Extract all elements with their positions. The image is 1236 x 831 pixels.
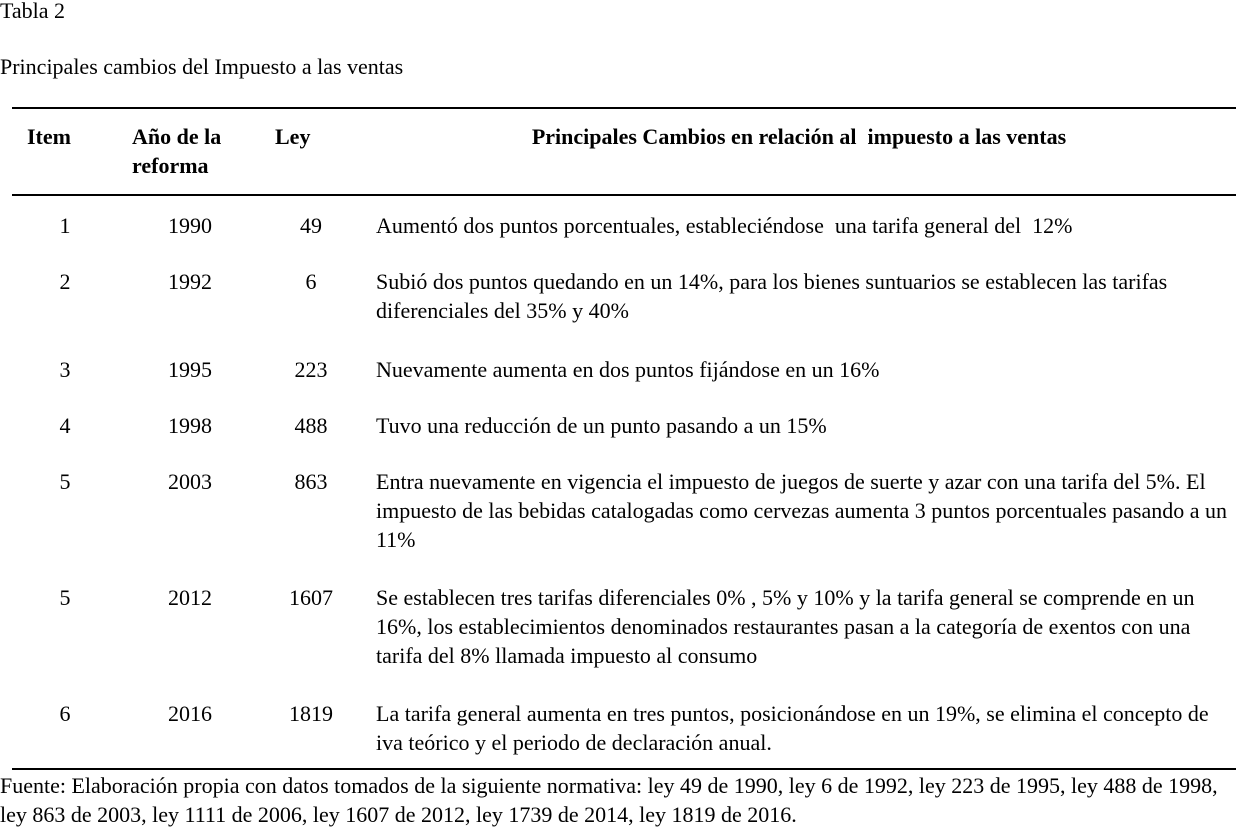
cell-year: 1995 [168, 357, 212, 382]
cell-ley: 223 [294, 357, 328, 382]
cell-year: 2012 [168, 585, 212, 610]
cell-year: 1998 [168, 413, 212, 438]
cell-description: Se establecen tres tarifas diferenciales 0% , 5% y 10% y la tarifa general se comprende en un 16%, los establecimientos denominados restaurantes pasan a la categoría de exentos con una tarifa del 8% llamada impuesto al consumo [376, 585, 1195, 668]
cell-description: Subió dos puntos quedando en un 14%, para los bienes suntuarios se establecen las tarifas diferenciales del 35% y 40% [376, 269, 1168, 323]
cell-ley: 49 [300, 213, 322, 238]
cell-item: 6 [59, 701, 71, 726]
cell-ley: 6 [305, 269, 317, 294]
header-ley: Ley [275, 124, 311, 149]
table-top-rule [12, 107, 1236, 109]
cell-year: 1992 [168, 269, 212, 294]
table-label: Tabla 2 [0, 0, 66, 23]
cell-item: 5 [59, 469, 71, 494]
header-changes: Principales Cambios en relación al impuesto a las ventas [531, 124, 1067, 149]
cell-ley: 863 [294, 469, 328, 494]
cell-item: 1 [59, 213, 71, 238]
table-bottom-rule [12, 768, 1236, 770]
cell-description: La tarifa general aumenta en tres puntos, posicionándose en un 19%, se elimina el concepto de iva teórico y el periodo de declaración anual. [376, 701, 1209, 755]
cell-ley: 488 [294, 413, 328, 438]
cell-description: Nuevamente aumenta en dos puntos fijándose en un 16% [376, 357, 880, 382]
header-year: Año de la reforma [132, 124, 222, 178]
cell-item: 3 [59, 357, 71, 382]
cell-ley: 1819 [289, 701, 333, 726]
cell-description: Aumentó dos puntos porcentuales, estableciéndose una tarifa general del 12% [376, 213, 1073, 238]
cell-year: 2003 [168, 469, 212, 494]
table-header-rule [12, 194, 1236, 196]
cell-description: Entra nuevamente en vigencia el impuesto de juegos de suerte y azar con una tarifa del 5%. El impuesto de las bebidas catalogadas como cervezas aumenta 3 puntos porcentuales pasando a un 11% [376, 469, 1227, 552]
source-note: Fuente: Elaboración propia con datos tomados de la siguiente normativa: ley 49 de 1990, ley 6 de 1992, ley 223 de 1995, ley 488 de 1998, ley 863 de 2003, ley 1111 de 2006, ley 1607 de 2012, ley 1739 de 2014, ley 1819 de 2016. [0, 773, 1218, 827]
cell-description: Tuvo una reducción de un punto pasando a un 15% [376, 413, 827, 438]
cell-item: 5 [59, 585, 71, 610]
cell-ley: 1607 [289, 585, 333, 610]
cell-item: 4 [59, 413, 71, 438]
cell-year: 1990 [168, 213, 212, 238]
table-title: Principales cambios del Impuesto a las ventas [0, 54, 404, 79]
cell-year: 2016 [168, 701, 212, 726]
cell-item: 2 [59, 269, 71, 294]
header-item: Item [27, 124, 71, 149]
